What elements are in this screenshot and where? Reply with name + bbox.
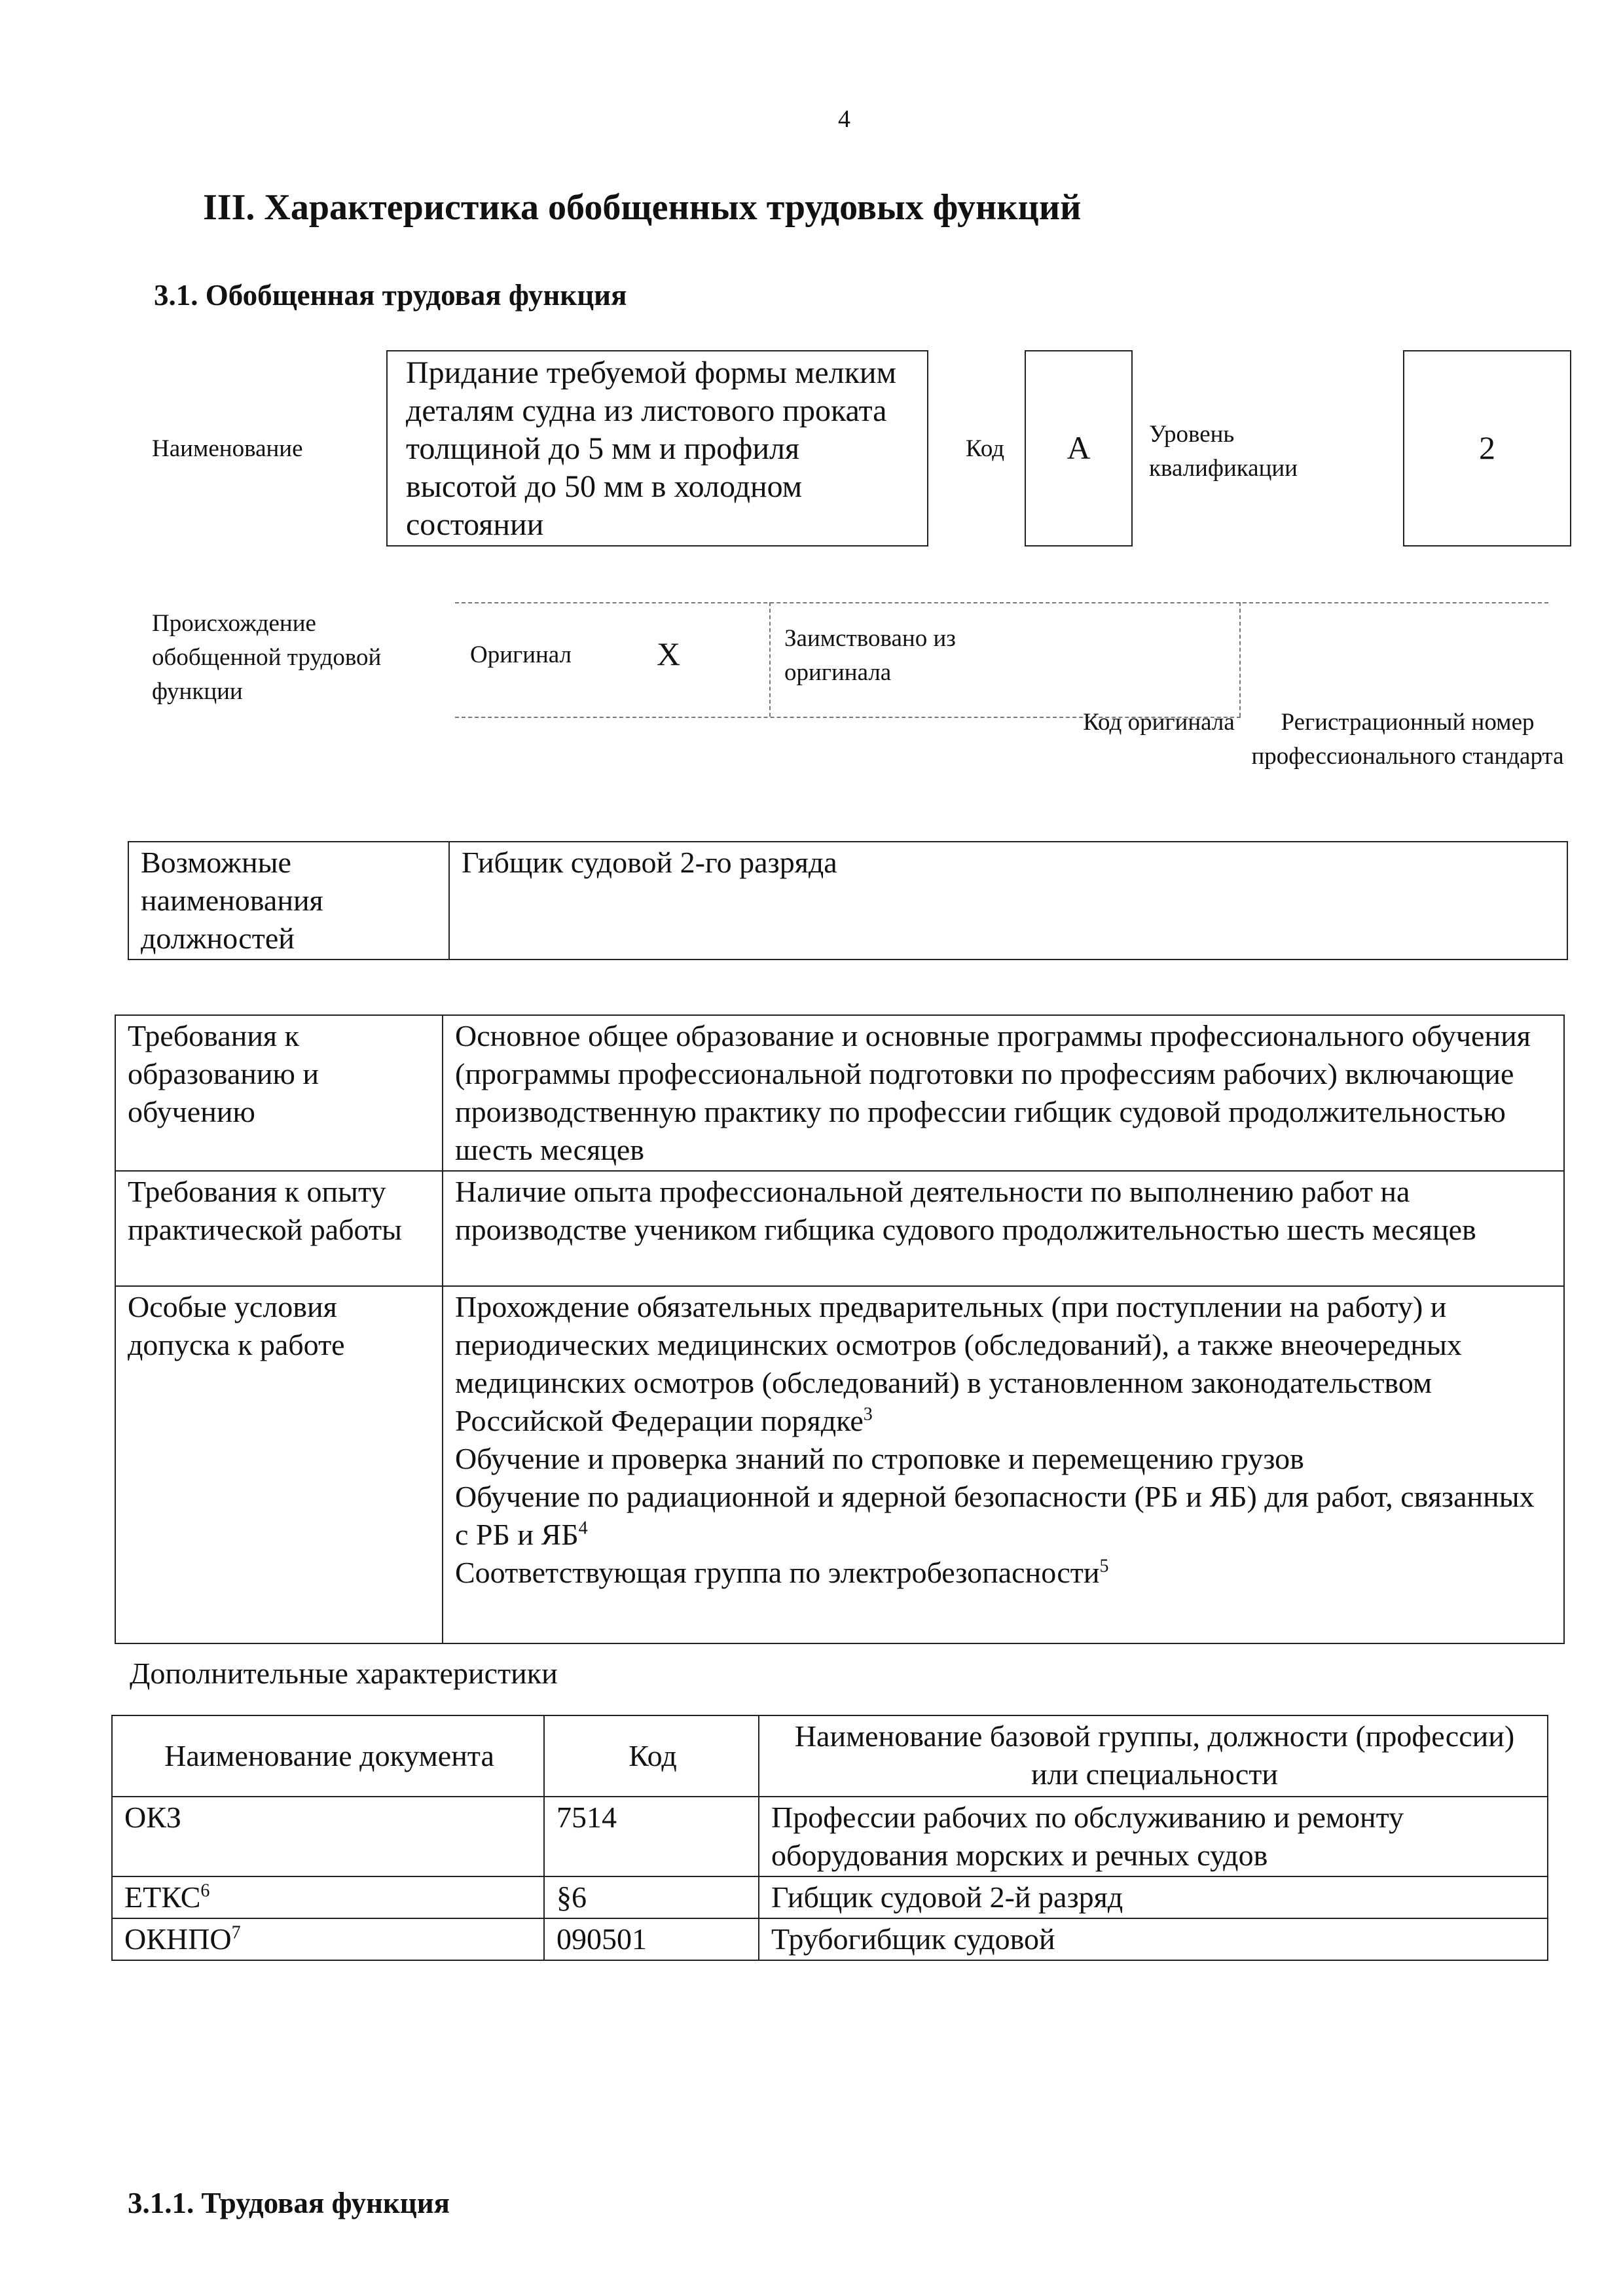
gtf-level-label: Уровень квалификации (1149, 421, 1298, 482)
gtf-level-value: 2 (1479, 429, 1495, 466)
footnote-ref: 3 (863, 1404, 873, 1425)
additional-title: Дополнительные характеристики (130, 1657, 558, 1690)
section-title: III. Характеристика обобщенных трудовых функций (203, 187, 1082, 228)
requirement-line: Обучение по радиационной и ядерной безопасности (РБ и ЯБ) для работ, связанных с РБ и $ЯБ^4$ (455, 1480, 1535, 1551)
origin-original-label: Оригинал (470, 641, 572, 668)
header-group: Наименование базовой группы, должности (профессии) или специальности (759, 1715, 1548, 1797)
doc-code: 7514 (544, 1797, 759, 1876)
gtf-name-box (386, 350, 928, 547)
requirement-value (443, 1286, 1564, 1643)
gtf-code-label: Код (966, 435, 1005, 462)
footnote-ref: 4 (578, 1518, 588, 1539)
requirement-row (115, 1015, 1564, 1171)
doc-name: ОКНПО$^7$ (112, 1918, 544, 1960)
requirement-label: Требования к образованию и обучению (115, 1015, 443, 1171)
origin-borrowed-label: Заимствовано из оригинала (784, 625, 956, 686)
requirement-line: Прохождение обязательных предварительных (при поступлении на работу) и периодических медицинских осмотров (обследований), а также внеочередных медицинских осмотров (обследований) в установленном законодательством Российской Федерации порядке$^3$ (455, 1290, 1462, 1437)
additional-header-row (112, 1715, 1548, 1797)
gtf-code-box (1025, 350, 1133, 547)
gtf-code-value: A (1067, 429, 1091, 466)
requirements-table (115, 1014, 1565, 1644)
page-number: 4 (838, 105, 850, 133)
doc-name: ЕТКС$^6$ (112, 1876, 544, 1918)
header-code: Код (544, 1715, 759, 1797)
positions-row (128, 842, 1567, 960)
additional-row (112, 1918, 1548, 1960)
subsection-title: 3.1. Обобщенная трудовая функция (154, 279, 627, 312)
next-section-title: 3.1.1. Трудовая функция (128, 2187, 450, 2219)
gtf-name-value: Придание требуемой формы мелким деталям судна из листового проката толщиной до 5 мм и профиля высотой до 50 мм в холодном состоянии (406, 355, 896, 542)
footnote-ref: 7 (231, 1922, 241, 1943)
doc-code: 090501 (544, 1918, 759, 1960)
origin-reg-caption: Регистрационный номер профессионального стандарта (1251, 709, 1564, 770)
doc-group: Профессии рабочих по обслуживанию и ремонту оборудования морских и речных судов (759, 1797, 1548, 1876)
doc-code: §6 (544, 1876, 759, 1918)
gtf-level-box (1403, 350, 1571, 547)
origin-original-mark: X (657, 636, 681, 672)
requirement-label: Требования к опыту практической работы (115, 1171, 443, 1286)
additional-table (111, 1715, 1548, 1961)
footnote-ref: 6 (200, 1880, 210, 1901)
doc-group: Гибщик судовой 2-й разряд (759, 1876, 1548, 1918)
doc-group: Трубогибщик судовой (759, 1918, 1548, 1960)
additional-row (112, 1876, 1548, 1918)
positions-value: Гибщик судовой 2-го разряда (449, 842, 1567, 960)
positions-label: Возможные наименования должностей (128, 842, 449, 960)
header-document: Наименование документа (112, 1715, 544, 1797)
requirement-row (115, 1286, 1564, 1643)
requirement-row (115, 1171, 1564, 1286)
origin-code-caption: Код оригинала (1083, 709, 1235, 736)
positions-table (128, 841, 1568, 960)
gtf-name-label: Наименование (152, 435, 303, 462)
additional-row (112, 1797, 1548, 1876)
doc-name: ОКЗ (112, 1797, 544, 1876)
requirement-value: Основное общее образование и основные программы профессионального обучения (программы профессиональной подготовки по профессиям рабочих) включающие производственную практику по профессии гибщик судовой продолжительностью шесть месяцев (443, 1015, 1564, 1171)
requirement-line: Обучение и проверка знаний по строповке и перемещению грузов (455, 1442, 1304, 1475)
footnote-ref: 5 (1099, 1556, 1109, 1577)
requirement-value: Наличие опыта профессиональной деятельности по выполнению работ на производстве учеником гибщика судового продолжительностью шесть месяцев (443, 1171, 1564, 1286)
requirement-label: Особые условия допуска к работе (115, 1286, 443, 1643)
origin-label: Происхождение обобщенной трудовой функции (152, 610, 382, 705)
requirement-line: Соответствующая группа по электробезопасности$^5$ (455, 1556, 1109, 1589)
